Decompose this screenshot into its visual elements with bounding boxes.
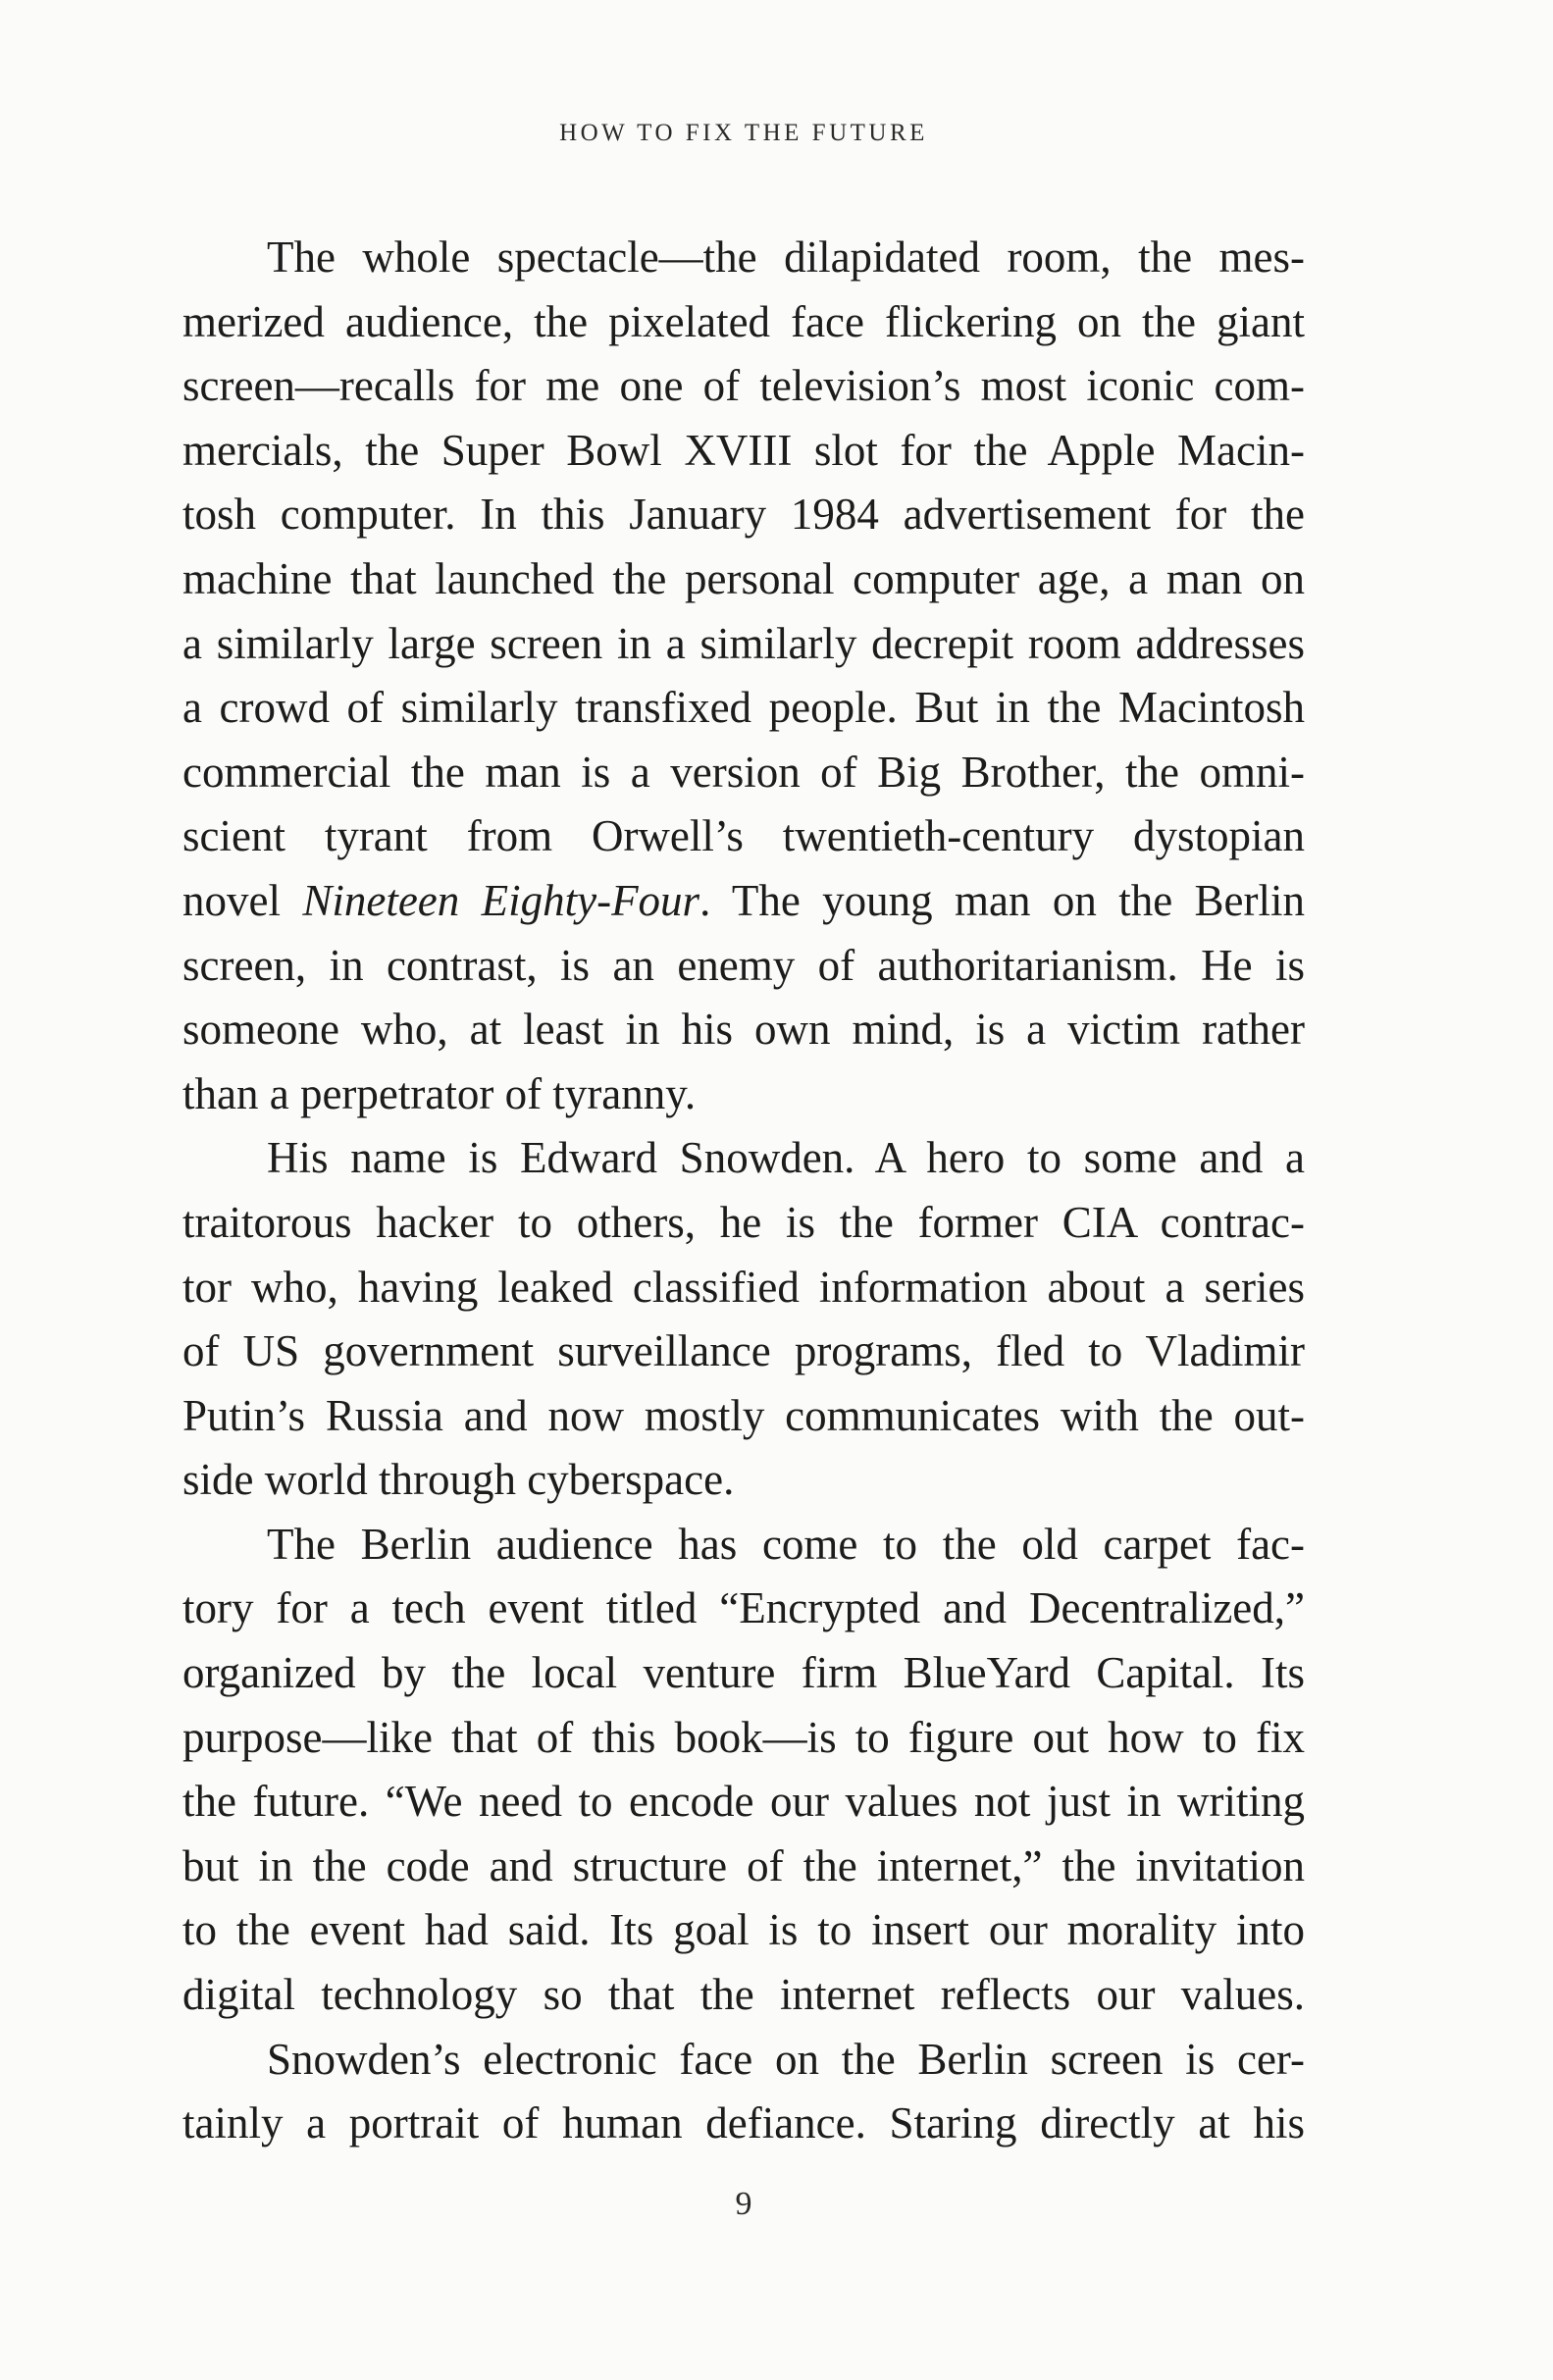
text-line: The Berlin audience has come to the old carpet fac-	[267, 1519, 1305, 1569]
text-line: screen—recalls for me one of television’s most iconic com-	[182, 361, 1305, 411]
text-line: a similarly large screen in a similarly decrepit room addresses	[182, 618, 1305, 668]
paragraph	[182, 226, 1305, 1126]
text-line: side world through cyberspace.	[182, 1455, 735, 1505]
text-line: tor who, having leaked classified information about a series	[182, 1262, 1305, 1312]
text-line: His name is Edward Snowden. A hero to some and a	[267, 1133, 1305, 1183]
text-segment: novel	[182, 875, 303, 925]
paragraph	[182, 1126, 1305, 1513]
text-line: of US government surveillance programs, fled to Vladimir	[182, 1326, 1305, 1376]
paragraph	[182, 1513, 1305, 2028]
text-line: Putin’s Russia and now mostly communicates with the out-	[182, 1390, 1305, 1440]
text-line: commercial the man is a version of Big Brother, the omni-	[182, 747, 1305, 797]
running-header: HOW TO FIX THE FUTURE	[559, 120, 928, 146]
text-line: merized audience, the pixelated face flickering on the giant	[182, 296, 1305, 346]
text-line: but in the code and structure of the internet,” the invitation	[182, 1840, 1305, 1890]
text-line: tosh computer. In this January 1984 advertisement for the	[182, 490, 1305, 540]
text-line: scient tyrant from Orwell’s twentieth-century dystopian	[182, 811, 1305, 861]
text-line: the future. “We need to encode our values not just in writing	[182, 1777, 1305, 1827]
text-line: mercials, the Super Bowl XVIII slot for the Apple Macin-	[182, 425, 1305, 475]
text-line: purpose—like that of this book—is to figure out how to fix	[182, 1712, 1305, 1762]
book-title: Nineteen Eighty-Four	[302, 875, 700, 925]
text-line: to the event had said. Its goal is to insert our morality into	[182, 1905, 1305, 1955]
text-line: tainly a portrait of human defiance. Staring directly at his	[182, 2098, 1305, 2148]
paragraph	[182, 2028, 1305, 2156]
text-line: Snowden’s electronic face on the Berlin screen is cer-	[267, 2034, 1305, 2084]
text-line: traitorous hacker to others, he is the former CIA contrac-	[182, 1197, 1305, 1247]
text-line: digital technology so that the internet reflects our values.	[182, 1970, 1305, 2020]
text-line: machine that launched the personal computer age, a man on	[182, 553, 1305, 603]
text-line: than a perpetrator of tyranny.	[182, 1068, 697, 1118]
page-number: 9	[735, 2186, 752, 2222]
text-line: a crowd of similarly transfixed people. But in the Macintosh	[182, 683, 1305, 733]
text-line: screen, in contrast, is an enemy of authoritarianism. He is	[182, 940, 1305, 990]
text-line: someone who, at least in his own mind, is a victim rather	[182, 1005, 1305, 1055]
text-line	[182, 869, 1305, 934]
text-line: organized by the local venture firm BlueYard Capital. Its	[182, 1648, 1305, 1698]
text-line: The whole spectacle—the dilapidated room, the mes-	[267, 233, 1305, 282]
text-line: tory for a tech event titled “Encrypted and Decentralized,”	[182, 1583, 1305, 1633]
body-text	[182, 226, 1305, 2156]
text-segment: . The young man on the Berlin	[699, 875, 1306, 925]
